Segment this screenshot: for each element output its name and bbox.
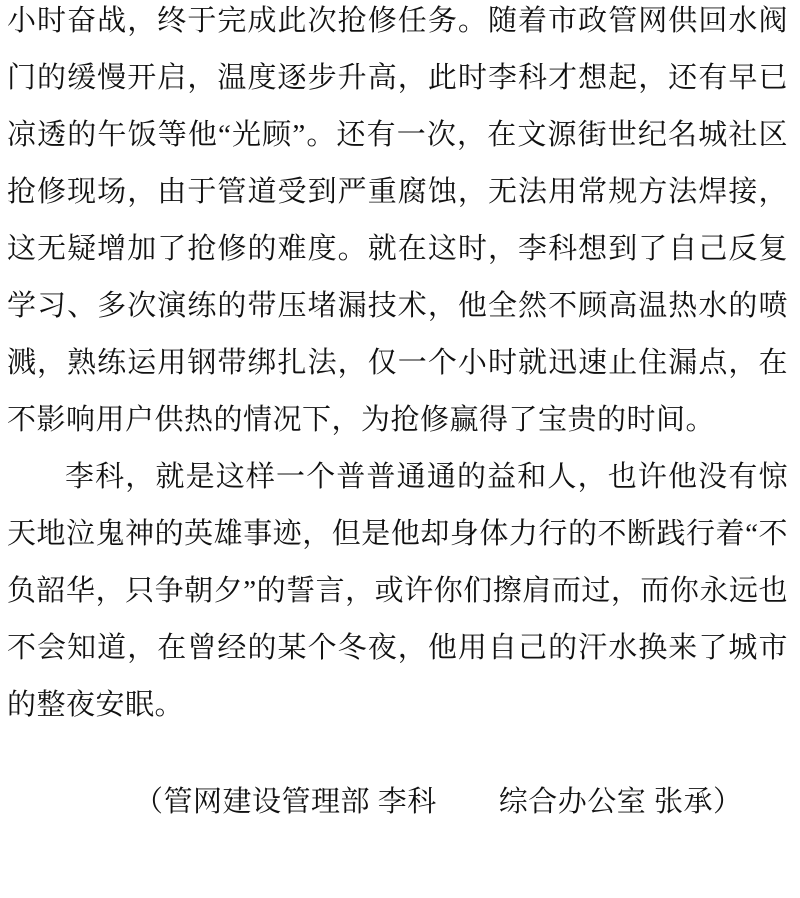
signature-line: （管网建设管理部 李科 综合办公室 张承） bbox=[134, 786, 743, 818]
paragraph-closing: 李科，就是这样一个普普通通的益和人，也许他没有惊天地泣鬼神的英雄事迹，但是他却身体力行的不断践行着“不负韶华，只争朝夕”的誓言，或许你们擦肩而过，而你永远也不会知道，在曾经的某个冬夜，他用自己的汗水换来了城市的整夜安眠。 bbox=[7, 461, 788, 721]
paragraph-continuation: 小时奋战，终于完成此次抢修任务。随着市政管网供回水阀门的缓慢开启，温度逐步升高，此时李科才想起，还有早已凉透的午饭等他“光顾”。还有一次，在文源街世纪名城社区抢修现场，由于管道受到严重腐蚀，无法用常规方法焊接，这无疑增加了抢修的难度。就在这时，李科想到了自己反复学习、多次演练的带压堵漏技术，他全然不顾高温热水的喷溅，熟练运用钢带绑扎法，仅一个小时就迅速止住漏点，在不影响用户供热的情况下，为抢修赢得了宝贵的时间。 bbox=[7, 5, 788, 436]
